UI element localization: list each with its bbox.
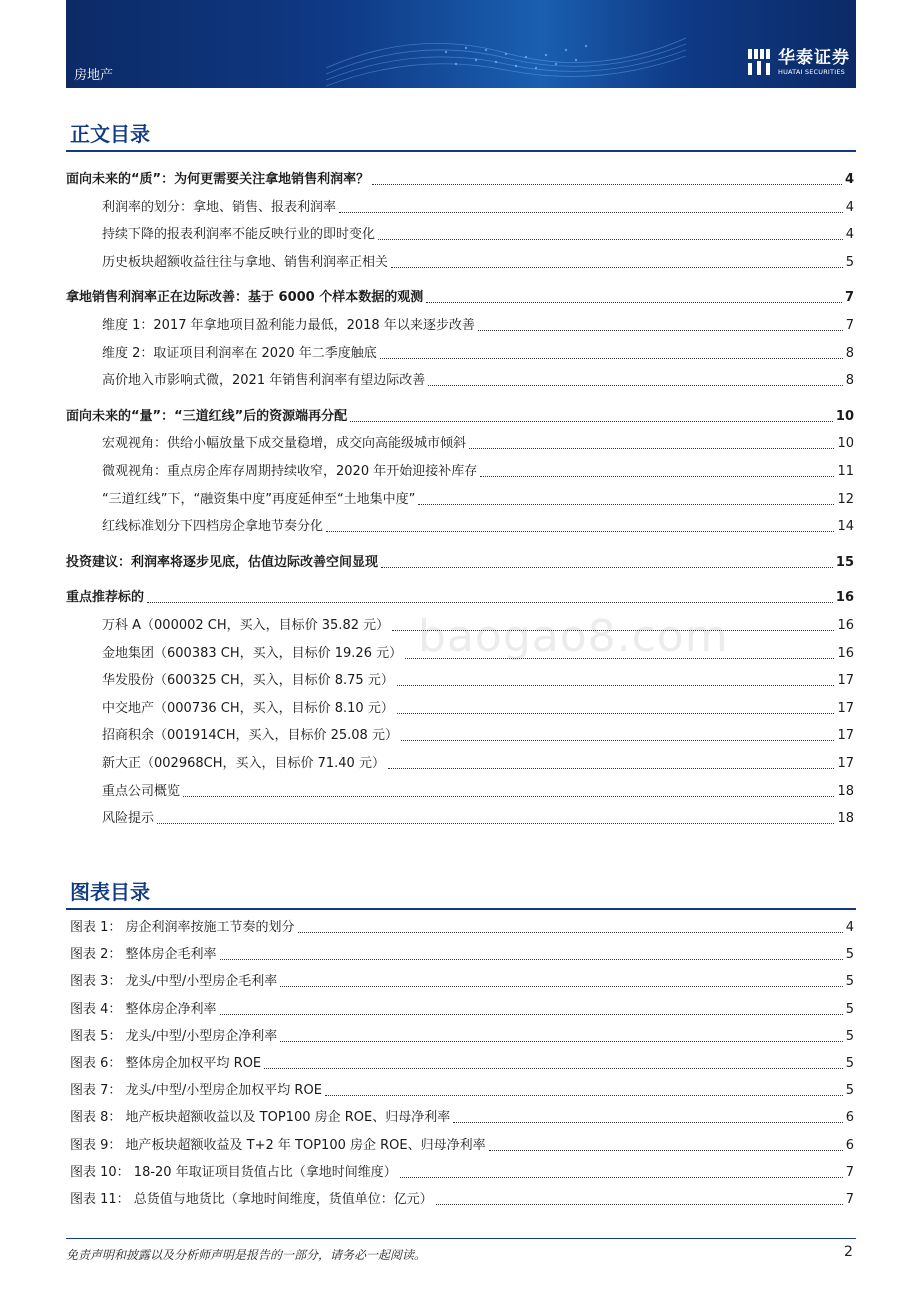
- toc-entry-page: 4: [845, 199, 854, 215]
- toc-section-entry[interactable]: [102, 617, 854, 635]
- toc-entry-page: 5: [845, 1001, 854, 1017]
- toc-section-entry[interactable]: [102, 783, 854, 801]
- toc-chapter-entry[interactable]: [66, 554, 854, 572]
- toc-section-entry[interactable]: [102, 491, 854, 509]
- toc-section-entry[interactable]: [102, 372, 854, 390]
- figure-toc-title: 图表目录: [70, 880, 150, 904]
- toc-entry-label: 利润率的划分：拿地、销售、报表利润率: [102, 199, 337, 215]
- toc-chapter-entry[interactable]: [66, 589, 854, 607]
- toc-entry-page: 8: [845, 345, 854, 361]
- toc-entry-label: 中交地产（000736 CH，买入，目标价 8.10 元）: [102, 700, 394, 716]
- toc-entry-label: 微观视角：重点房企库存周期持续收窄，2020 年开始迎接补库存: [102, 464, 478, 479]
- toc-entry-label: 维度 1：2017 年拿地项目盈利能力最低，2018 年以来逐步改善: [102, 318, 475, 333]
- toc-entry-page: 12: [837, 491, 854, 507]
- figure-toc-entry[interactable]: [70, 946, 854, 964]
- huatai-logo: [746, 44, 850, 80]
- toc-dot-leader: [428, 385, 843, 386]
- toc-chapter-entry[interactable]: [66, 408, 854, 426]
- toc-section-entry[interactable]: [102, 645, 854, 663]
- toc-entry-label: 图表 1： 房企利润率按施工节奏的划分: [70, 920, 295, 935]
- toc-section-entry[interactable]: [102, 345, 854, 363]
- toc-dot-leader: [350, 421, 833, 422]
- footer-rule: [66, 1238, 856, 1239]
- toc-entry-label: 面向未来的“量”：“三道红线”后的资源端再分配: [66, 408, 348, 424]
- toc-dot-leader: [339, 212, 843, 213]
- toc-dot-leader: [298, 932, 843, 933]
- toc-section-entry[interactable]: [102, 199, 854, 217]
- toc-section-entry[interactable]: [102, 317, 854, 335]
- toc-entry-page: 7: [845, 1164, 854, 1180]
- toc-entry-page: 6: [845, 1137, 854, 1153]
- toc-entry-page: 4: [844, 172, 854, 187]
- toc-entry-label: 图表 10： 18-20 年取证项目货值占比（拿地时间维度）: [70, 1164, 397, 1180]
- toc-entry-page: 17: [837, 673, 854, 689]
- figure-toc-entry[interactable]: [70, 1028, 854, 1046]
- toc-entry-label: 重点公司概览: [102, 783, 181, 799]
- toc-dot-leader: [426, 302, 842, 303]
- toc-dot-leader: [380, 358, 843, 359]
- toc-dot-leader: [405, 658, 834, 659]
- toc-dot-leader: [378, 239, 843, 240]
- toc-dot-leader: [489, 1150, 843, 1151]
- toc-entry-label: 图表 3： 龙头/中型/小型房企毛利率: [70, 974, 278, 990]
- figure-toc-entry[interactable]: [70, 1082, 854, 1100]
- toc-entry-label: 图表 7： 龙头/中型/小型房企加权平均 ROE: [70, 1083, 322, 1099]
- toc-section-entry[interactable]: [102, 700, 854, 718]
- toc-entry-label: 图表 5： 龙头/中型/小型房企净利率: [70, 1028, 278, 1044]
- toc-dot-leader: [480, 476, 834, 477]
- toc-entry-label: 维度 2：取证项目利润率在 2020 年二季度触底: [102, 345, 377, 361]
- toc-entry-label: 图表 6： 整体房企加权平均 ROE: [70, 1056, 262, 1071]
- toc-entry-label: 金地集团（600383 CH，买入，目标价 19.26 元）: [102, 645, 403, 661]
- toc-entry-label: 风险提示: [102, 811, 155, 827]
- toc-section-entry[interactable]: [102, 755, 854, 773]
- toc-dot-leader: [220, 959, 843, 960]
- toc-entry-page: 5: [845, 974, 854, 990]
- toc-entry-label: 图表 11： 总货值与地货比（拿地时间维度，货值单位：亿元）: [70, 1192, 433, 1207]
- toc-section-entry[interactable]: [102, 727, 854, 745]
- toc-section-entry[interactable]: [102, 463, 854, 481]
- header-wave-graphic: [326, 8, 686, 88]
- toc-entry-label: 投资建议：利润率将逐步见底，估值边际改善空间显现: [66, 554, 379, 570]
- toc-entry-label: 图表 2： 整体房企毛利率: [70, 947, 217, 963]
- header-banner: [66, 0, 856, 88]
- toc-dot-leader: [397, 713, 835, 714]
- toc-dot-leader: [397, 685, 835, 686]
- toc-entry-label: 历史板块超额收益往往与拿地、销售利润率正相关: [102, 254, 389, 270]
- toc-entry-page: 17: [837, 756, 854, 771]
- toc-dot-leader: [388, 768, 834, 769]
- toc-dot-leader: [220, 1014, 843, 1015]
- toc-chapter-entry[interactable]: [66, 171, 854, 189]
- toc-entry-label: 红线标准划分下四档房企拿地节奏分化: [102, 519, 324, 535]
- toc-entry-label: 华发股份（600325 CH，买入，目标价 8.75 元）: [102, 673, 394, 689]
- toc-entry-page: 7: [845, 318, 854, 333]
- toc-entry-page: 18: [837, 783, 854, 799]
- toc-entry-page: 16: [837, 618, 854, 633]
- toc-entry-page: 16: [835, 590, 854, 606]
- toc-entry-page: 4: [845, 227, 854, 243]
- toc-section-entry[interactable]: [102, 254, 854, 272]
- toc-entry-label: 招商积余（001914CH，买入，目标价 25.08 元）: [102, 728, 398, 744]
- toc-entry-label: 重点推荐标的: [66, 590, 145, 606]
- figure-toc-entry[interactable]: [70, 1109, 854, 1127]
- toc-entry-page: 4: [845, 920, 854, 935]
- toc-entry-label: 高价地入市影响式微，2021 年销售利润率有望边际改善: [102, 373, 426, 389]
- huatai-logo-icon: [746, 47, 772, 77]
- figure-toc-entry[interactable]: [70, 1055, 854, 1073]
- toc-dot-leader: [392, 630, 834, 631]
- toc-dot-leader: [183, 796, 834, 797]
- toc-entry-page: 16: [837, 645, 854, 661]
- toc-entry-page: 14: [837, 519, 854, 535]
- toc-section-entry[interactable]: [102, 226, 854, 244]
- toc-chapter-entry[interactable]: [66, 289, 854, 307]
- figure-toc-entry[interactable]: [70, 1164, 854, 1182]
- toc-entry-page: 8: [845, 373, 854, 389]
- toc-entry-label: 新大正（002968CH，买入，目标价 71.40 元）: [102, 756, 385, 771]
- toc-entry-page: 5: [845, 1083, 854, 1099]
- figure-toc-entry[interactable]: [70, 973, 854, 991]
- toc-dot-leader: [469, 448, 834, 449]
- figure-toc-entry[interactable]: [70, 919, 854, 937]
- toc-entry-page: 7: [844, 290, 854, 306]
- toc-dot-leader: [401, 740, 834, 741]
- figure-toc-rule: [66, 908, 856, 910]
- toc-section-entry[interactable]: [102, 435, 854, 453]
- brand-name-en: HUATAI SECURITIES: [778, 67, 845, 76]
- toc-dot-leader: [436, 1204, 843, 1205]
- toc-dot-leader: [280, 986, 842, 987]
- toc-entry-label: 宏观视角：供给小幅放量下成交量稳增，成交向高能级城市倾斜: [102, 436, 467, 452]
- toc-entry-page: 18: [837, 811, 854, 827]
- toc-entry-page: 17: [837, 728, 854, 744]
- toc-entry-label: 拿地销售利润率正在边际改善：基于 6000 个样本数据的观测: [66, 290, 424, 306]
- toc-entry-page: 5: [845, 1028, 854, 1044]
- toc-entry-page: 17: [837, 700, 854, 716]
- toc-section-entry[interactable]: [102, 810, 854, 828]
- footer-disclaimer: 免责声明和披露以及分析师声明是报告的一部分，请务必一起阅读。: [66, 1248, 427, 1262]
- toc-dot-leader: [280, 1041, 842, 1042]
- figure-toc-entry[interactable]: [70, 1001, 854, 1019]
- toc-dot-leader: [264, 1068, 843, 1069]
- toc-entry-label: 面向未来的“质”：为何更需要关注拿地销售利润率？: [66, 172, 370, 187]
- toc-dot-leader: [453, 1122, 842, 1123]
- toc-entry-page: 5: [845, 947, 854, 963]
- section-label: 房地产: [74, 68, 114, 83]
- toc-dot-leader: [325, 1095, 843, 1096]
- toc-entry-label: 图表 8： 地产板块超额收益以及 TOP100 房企 ROE、归母净利率: [70, 1110, 451, 1126]
- page-number: 2: [844, 1244, 853, 1260]
- main-toc-rule: [66, 150, 856, 152]
- toc-dot-leader: [326, 531, 834, 532]
- toc-dot-leader: [372, 184, 842, 185]
- toc-section-entry[interactable]: [102, 672, 854, 690]
- toc-entry-label: 图表 9： 地产板块超额收益及 T+2 年 TOP100 房企 ROE、归母净利率: [70, 1137, 486, 1153]
- toc-entry-label: 万科 A（000002 CH，买入，目标价 35.82 元）: [102, 618, 390, 633]
- toc-entry-page: 6: [845, 1110, 854, 1126]
- toc-dot-leader: [400, 1177, 843, 1178]
- toc-entry-page: 5: [845, 254, 854, 270]
- watermark: baogao8.com: [418, 611, 729, 662]
- brand-name-cn: 华泰证券: [778, 47, 850, 68]
- toc-dot-leader: [157, 823, 834, 824]
- main-toc-title: 正文目录: [70, 122, 150, 146]
- toc-entry-page: 11: [837, 464, 854, 479]
- toc-dot-leader: [147, 602, 833, 603]
- toc-section-entry[interactable]: [102, 518, 854, 536]
- toc-entry-label: “三道红线”下，“融资集中度”再度延伸至“土地集中度”: [102, 491, 416, 507]
- toc-entry-page: 10: [837, 436, 854, 452]
- toc-dot-leader: [381, 567, 833, 568]
- toc-entry-label: 图表 4： 整体房企净利率: [70, 1001, 217, 1017]
- figure-toc-entry[interactable]: [70, 1137, 854, 1155]
- toc-dot-leader: [418, 504, 834, 505]
- toc-entry-page: 5: [845, 1056, 854, 1071]
- toc-entry-page: 15: [835, 554, 854, 570]
- toc-dot-leader: [391, 267, 843, 268]
- toc-entry-page: 7: [845, 1192, 854, 1207]
- figure-toc-entry[interactable]: [70, 1191, 854, 1209]
- toc-entry-label: 持续下降的报表利润率不能反映行业的即时变化: [102, 227, 376, 243]
- toc-dot-leader: [478, 330, 843, 331]
- toc-entry-page: 10: [835, 408, 854, 424]
